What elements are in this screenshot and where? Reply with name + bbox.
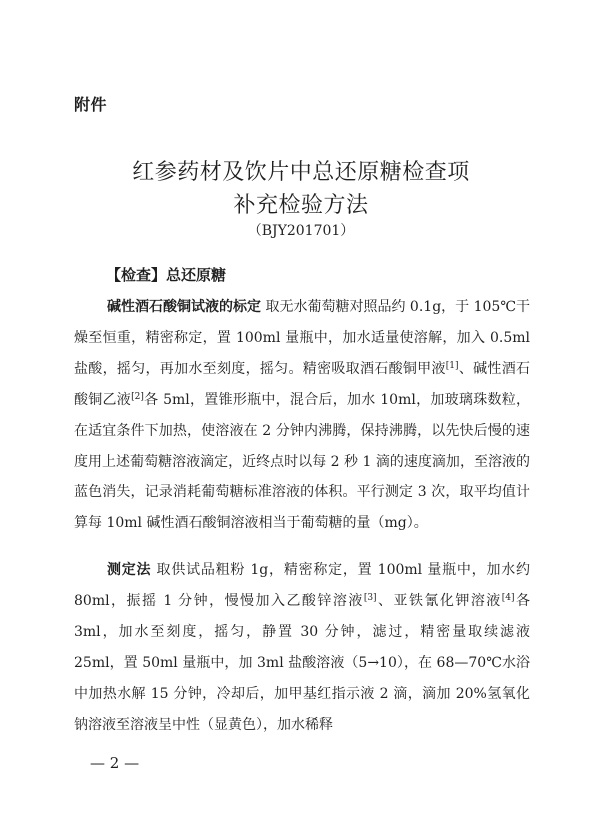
- paragraph-text: 各 3ml，加水至刻度，摇匀，静置 30 分钟，滤过，精密量取续滤液 25ml，置 50ml 量瓶中，加 3ml 盐酸溶液（5→10），在 68—70℃水浴中加热水解 15 分钟，冷却后，加甲基红指示液 2 滴，滴加 20%氢氧化钠溶液至溶液呈中性（显黄色），加水稀释: [74, 592, 530, 733]
- document-code: （BJY201701）: [247, 223, 355, 239]
- paragraph-text: 各 5ml，置锥形瓶中，混合后，加水 10ml，加玻璃珠数粒，在适宜条件下加热，使溶液在 2 分钟内沸腾，保持沸腾，以先快后慢的速度用上述葡萄糖溶液滴定，近终点时以每 2 秒 1 滴的速度滴加，至溶液的蓝色消失，记录消耗葡萄糖标准溶液的体积。平行测定 3 次，取平均值计算每 10ml 碱性酒石酸铜溶液相当于葡萄糖的量（mg）。: [74, 391, 530, 532]
- reference-marker: [4]: [501, 592, 515, 603]
- document-title-line-2: 补充检验方法: [233, 193, 369, 218]
- document-title-line-1: 红参药材及饮片中总还原糖检查项: [132, 160, 470, 185]
- paragraph-calibration: [74, 292, 530, 539]
- attachment-label: 附件: [74, 95, 108, 114]
- paragraph-text: 取供试品粗粉 1g，精密称定，置 100ml 量瓶中，加水约 80ml，振摇 1 分钟，慢慢加入乙酸锌溶液: [74, 562, 530, 609]
- paragraph-run-in-heading: 测定法: [107, 562, 152, 578]
- reference-marker: [2]: [131, 391, 144, 402]
- reference-marker: [3]: [363, 592, 377, 603]
- section-heading: 【检查】总还原糖: [106, 266, 227, 284]
- paragraph-text: 、碱性酒石酸铜乙液: [74, 360, 531, 408]
- paragraph-text: 、亚铁氰化钾溶液: [376, 592, 502, 609]
- paragraph-text: 取无水葡萄糖对照品约 0.1g，于 105℃干燥至恒重，精密称定，置 100ml 量瓶中，加水适量使溶解，加入 0.5ml 盐酸，摇匀，再加水至刻度，摇匀。精密吸取酒石酸铜甲液: [74, 299, 530, 377]
- paragraph-run-in-heading: 碱性酒石酸铜试液的标定: [107, 299, 262, 315]
- paragraph-procedure: [74, 555, 530, 740]
- page-number: — 2 —: [90, 754, 140, 772]
- reference-marker: [1]: [445, 360, 459, 371]
